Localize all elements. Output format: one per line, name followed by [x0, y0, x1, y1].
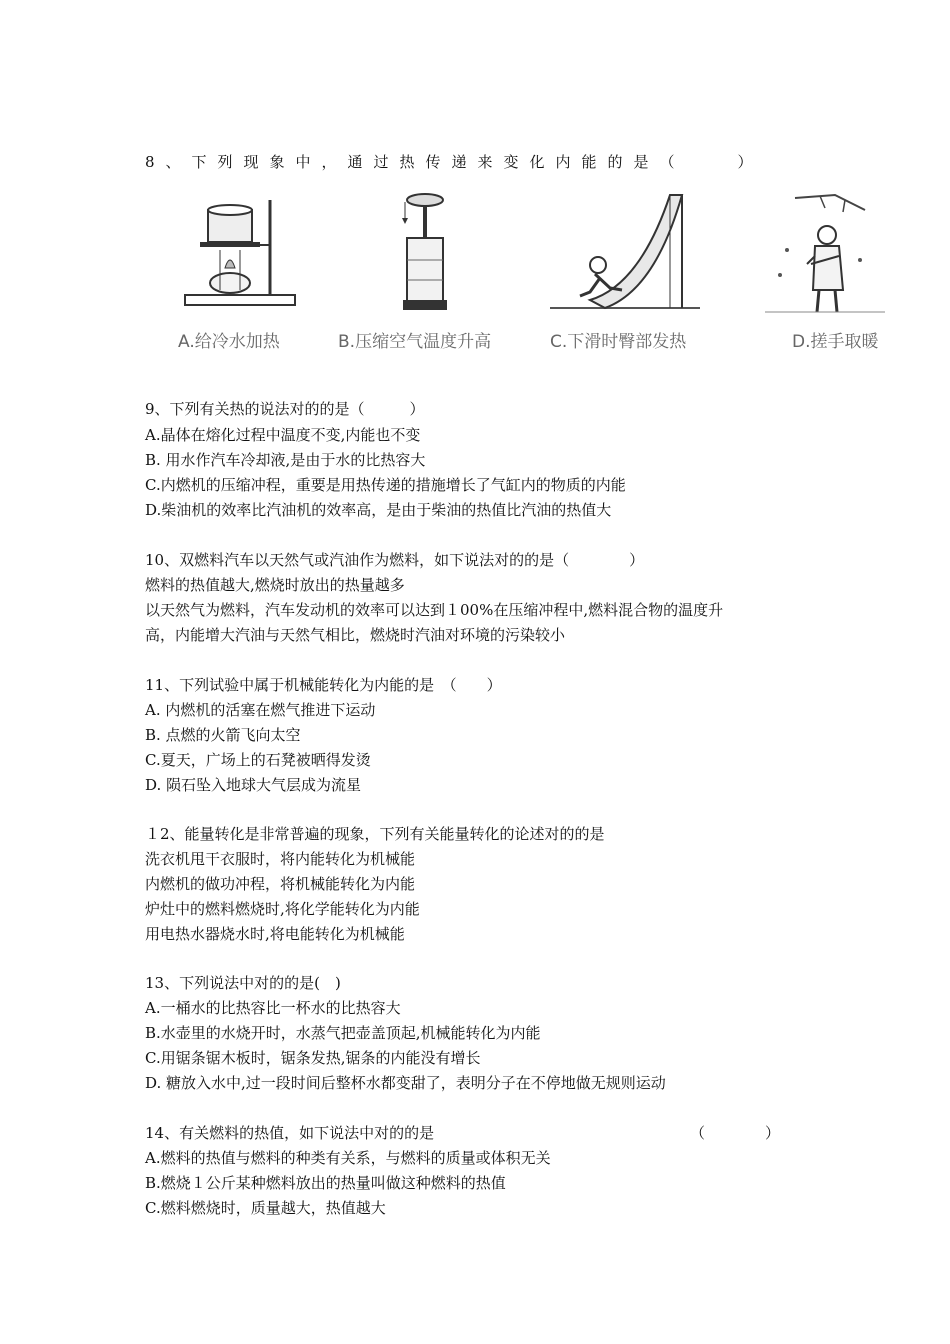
- q9-stem: 9、下列有关热的说法对的的是（ ）: [145, 400, 425, 418]
- q12-stem: １2、能量转化是非常普遍的现象，下列有关能量转化的论述对的的是: [145, 825, 605, 843]
- q8-stem: 8、下列现象中，通过热传递来变化内能的是（ ）: [145, 153, 764, 171]
- q10-line-1: 燃料的热值越大,燃烧时放出的热量越多: [145, 576, 405, 594]
- q12-line-2: 内燃机的做功冲程，将机械能转化为内能: [145, 875, 416, 893]
- q13-option-b: B.水壶里的水烧开时，水蒸气把壶盖顶起,机械能转化为内能: [145, 1024, 541, 1042]
- q11-option-b: B. 点燃的火箭飞向太空: [145, 726, 301, 744]
- q13-stem: 13、下列说法中对的的是( ): [145, 974, 341, 992]
- q9-option-b: B. 用水作汽车冷却液,是由于水的比热容大: [145, 451, 426, 469]
- q8-figures: [170, 190, 910, 355]
- q12-line-4: 用电热水器烧水时,将电能转化为机械能: [145, 925, 405, 943]
- q11-stem: 11、下列试验中属于机械能转化为内能的是 （ ）: [145, 676, 502, 694]
- q10-line-3: 高，内能增大汽油与天然气相比，燃烧时汽油对环境的污染较小: [145, 626, 566, 644]
- q10-line-2: 以天然气为燃料，汽车发动机的效率可以达到１00%在压缩冲程中,燃料混合物的温度升: [145, 601, 724, 619]
- q13-option-c: C.用锯条锯木板时，锯条发热,锯条的内能没有增长: [145, 1049, 481, 1067]
- caption-d: D.搓手取暖: [792, 332, 879, 352]
- q12-line-3: 炉灶中的燃料燃烧时,将化学能转化为内能: [145, 900, 420, 918]
- q14-stem: 14、有关燃料的热值，如下说法中对的的是: [145, 1124, 435, 1142]
- q14-option-b: B.燃烧１公斤某种燃料放出的热量叫做这种燃料的热值: [145, 1174, 506, 1192]
- caption-c: C.下滑时臀部发热: [550, 332, 687, 352]
- q12-line-1: 洗衣机甩干衣服时，将内能转化为机械能: [145, 850, 416, 868]
- heating-water-figure: [180, 190, 300, 320]
- q13-option-a: A.一桶水的比热容比一杯水的比热容大: [145, 999, 401, 1017]
- q9-option-a: A.晶体在熔化过程中温度不变,内能也不变: [145, 426, 421, 444]
- rubbing-hands-figure: [765, 190, 885, 320]
- q10-stem: 10、双燃料汽车以天然气或汽油作为燃料，如下说法对的的是（ ）: [145, 551, 645, 569]
- q14-option-a: A.燃料的热值与燃料的种类有关系，与燃料的质量或体积无关: [145, 1149, 551, 1167]
- q14-option-c: C.燃料燃烧时，质量越大，热值越大: [145, 1199, 386, 1217]
- caption-b: B.压缩空气温度升高: [338, 332, 492, 352]
- q11-option-a: A. 内燃机的活塞在燃气推进下运动: [145, 701, 376, 719]
- q11-option-c: C.夏天，广场上的石凳被晒得发烫: [145, 751, 371, 769]
- compressed-air-figure: [385, 190, 465, 320]
- slide-figure: [550, 190, 700, 320]
- caption-a: A.给冷水加热: [178, 332, 280, 352]
- q11-option-d: D. 陨石坠入地球大气层成为流星: [145, 776, 362, 794]
- q9-option-d: D.柴油机的效率比汽油机的效率高，是由于柴油的热值比汽油的热值大: [145, 501, 612, 519]
- q9-option-c: C.内燃机的压缩冲程，重要是用热传递的措施增长了气缸内的物质的内能: [145, 476, 626, 494]
- q13-option-d: D. 糖放入水中,过一段时间后整杯水都变甜了，表明分子在不停地做无规则运动: [145, 1074, 666, 1092]
- q14-answer-bracket: （ ）: [690, 1124, 781, 1142]
